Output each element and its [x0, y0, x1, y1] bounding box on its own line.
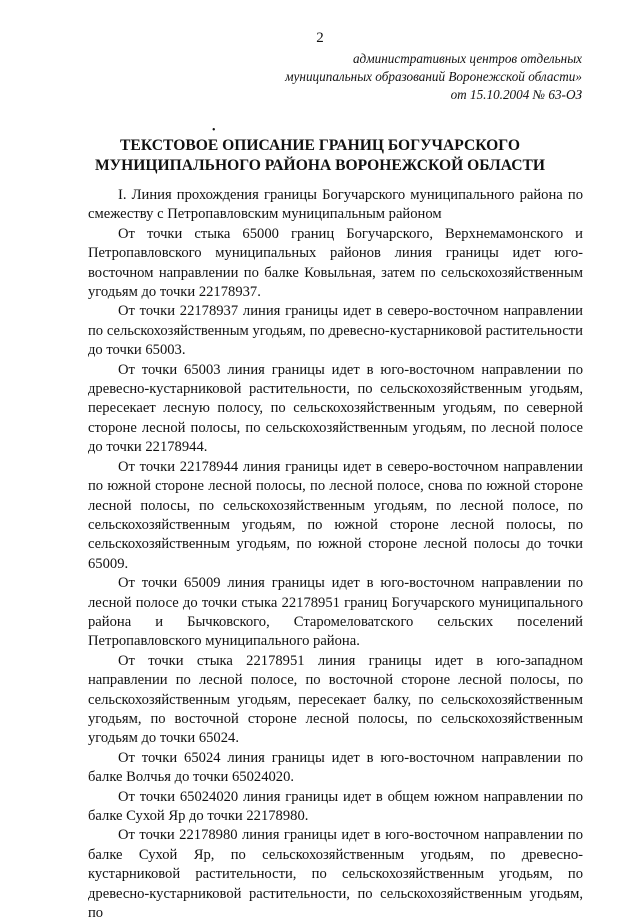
body-paragraph: От точки 65009 линия границы идет в юго-восточном направлении по лесной полосе до точки стыка 22178951 границ Богучарского муниципального района и Бычковского, Старомеловатского сельских поселений Петропавловского муниципального района.: [88, 575, 583, 650]
body-paragraph: От точки 65024020 линия границы идет в общем южном направлении по балке Сухой Яр до точки 22178980.: [88, 788, 583, 824]
body-paragraph: От точки 22178937 линия границы идет в северо-восточном направлении по сельскохозяйственным угодьям, по древесно-кустарниковой растительности до точки 65003.: [88, 303, 583, 359]
scan-dot-mark: •: [212, 125, 216, 136]
section-heading-paragraph: I. Линия прохождения границы Богучарского муниципального района по смежеству с Петропавловским муниципальным районом: [88, 187, 583, 223]
document-title: [0, 136, 640, 176]
document-title-line: МУНИЦИПАЛЬНОГО РАЙОНА ВОРОНЕЖСКОЙ ОБЛАСТИ: [94, 157, 546, 174]
body-paragraph: От точки стыка 65000 границ Богучарского, Верхнемамонского и Петропавловского муниципальных районов линия границы идет юго-восточном направлении по балке Ковыльная, затем по сельскохозяйственным угодьям до точки 22178937.: [88, 225, 583, 301]
header-note-line: муниципальных образований Воронежской области»: [285, 69, 582, 84]
body-paragraph: От точки 22178944 линия границы идет в северо-восточном направлении по южной стороне лесной полосы, по лесной полосе, снова по южной стороне лесной полосы, по сельскохозяйственным угодьям, по лесной полосе, по сельскохозяйственным угодьям, по южной стороне лесной полосы, по сельскохозяйственным угодьям, по южной стороне лесной полосы до точки 65009.: [88, 458, 583, 572]
body-paragraph: От точки 65003 линия границы идет в юго-восточном направлении по древесно-кустарниковой растительности, по сельскохозяйственным угодьям, пересекает лесную полосу, по сельскохозяйственным угодьям, по северной стороне лесной полосы, по сельскохозяйственным угодьям, по лесной полосе до точки 22178944.: [88, 361, 583, 456]
body-paragraph: От точки 65024 линия границы идет в юго-восточном направлении по балке Волчья до точки 65024020.: [88, 749, 583, 786]
document-title-line: ТЕКСТОВОЕ ОПИСАНИЕ ГРАНИЦ БОГУЧАРСКОГО: [120, 137, 520, 154]
header-note-line: от 15.10.2004 № 63-ОЗ: [450, 87, 582, 102]
page-number: 2: [316, 30, 324, 46]
header-note-line: административных центров отдельных: [352, 51, 582, 66]
body-paragraph: От точки 22178980 линия границы идет в юго-восточном направлении по балке Сухой Яр, по сельскохозяйственным угодьям, по древесно-кустарниковой растительности, по сельскохозяйственным угодьям, по древесно-кустарниковой растительности, по сельскохозяйственным угодьям, по: [88, 827, 583, 922]
header-note: [285, 50, 582, 104]
body-paragraph: От точки стыка 22178951 линия границы идет в юго-западном направлении по лесной полосе, по восточной стороне лесной полосы, по сельскохозяйственным угодьям, пересекает балку, по сельскохозяйственным угодьям, по восточной стороне лесной полосы, по сельскохозяйственным угодьям до точки 65024.: [88, 652, 583, 747]
document-body: [88, 186, 583, 923]
